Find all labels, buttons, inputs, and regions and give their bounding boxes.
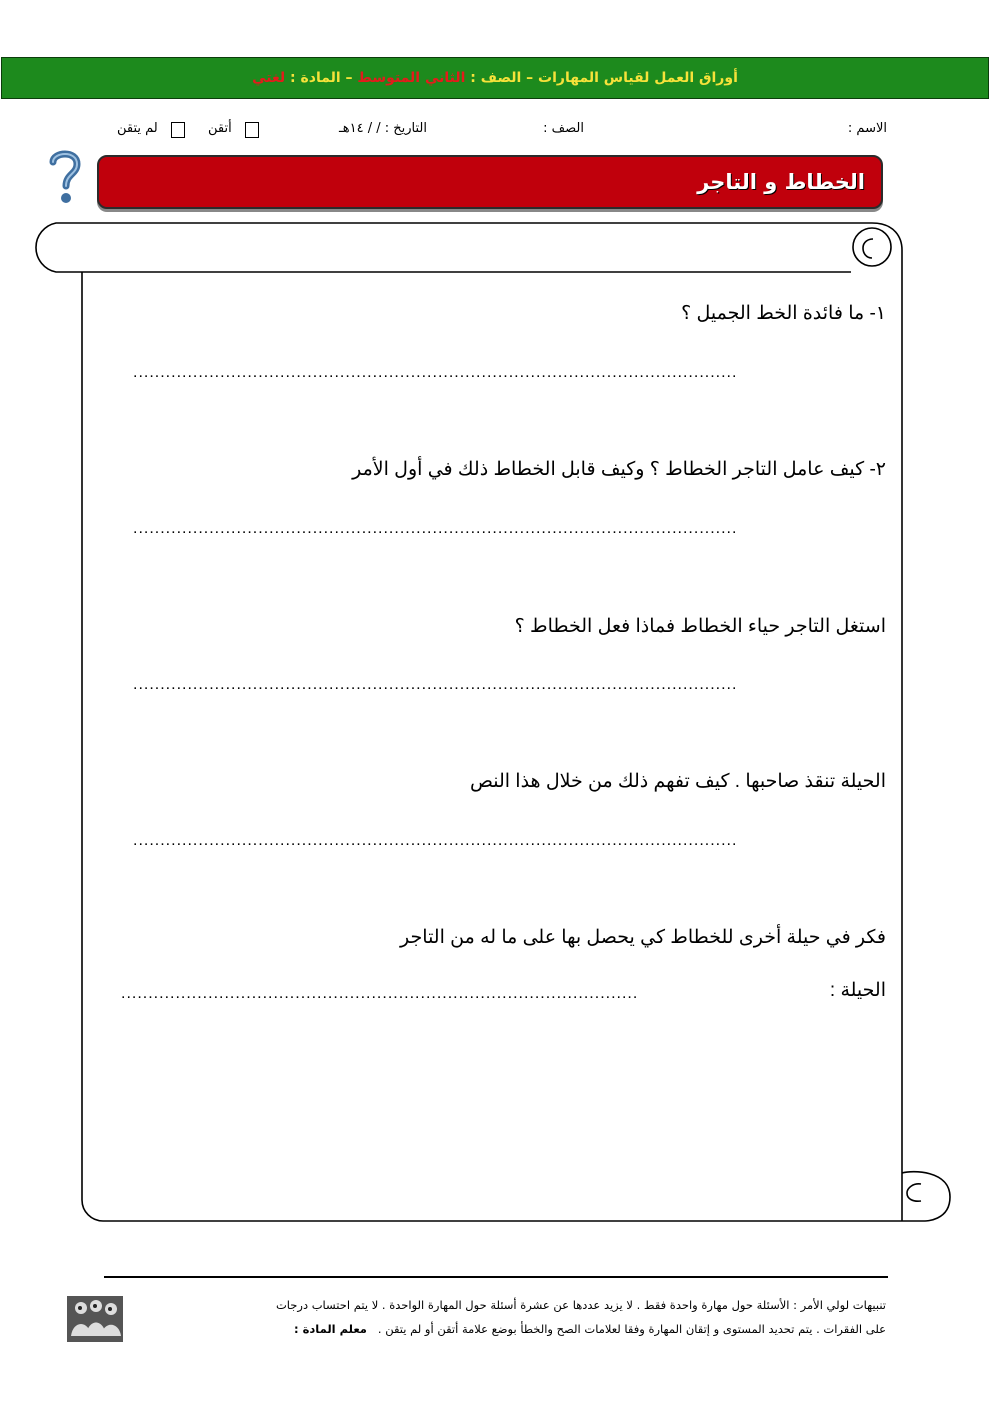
question-2: ٢- كيف عامل التاجر الخطاط ؟ وكيف قابل الخطاط ذلك في أول الأمر bbox=[352, 459, 886, 480]
footer-notice-text: على الفقرات . يتم تحديد المستوى و إتقان المهارة وفقا لعلامات الصح والخطأ بوضع علامة أتقن أو لم يتقن . bbox=[377, 1322, 886, 1336]
date-label: التاريخ : / / ١٤هـ bbox=[338, 121, 427, 136]
answer-line-2[interactable]: ............................................................................................................... bbox=[133, 520, 738, 537]
question-3: استغل التاجر حياء الخطاط فماذا فعل الخطاط ؟ bbox=[514, 616, 886, 637]
name-label: الاسم : bbox=[847, 121, 887, 136]
decorative-logo-icon bbox=[67, 1296, 123, 1342]
header-subject: لغتي bbox=[252, 70, 286, 86]
worksheet-title: الخطاط و التاجر bbox=[697, 170, 865, 194]
mastered-label: أتقن bbox=[208, 121, 232, 136]
teacher-label: معلم المادة : bbox=[294, 1322, 367, 1336]
answer-line-1[interactable]: ............................................................................................................... bbox=[133, 364, 738, 381]
question-4: الحيلة تنقذ صاحبها . كيف تفهم ذلك من خلال هذا النص bbox=[469, 771, 886, 792]
header-prefix: أوراق العمل لقياس المهارات – الصف : bbox=[465, 70, 738, 86]
header-subject-label: – المادة : bbox=[285, 70, 358, 86]
answer-line-5[interactable]: ............................................................................................... bbox=[121, 985, 639, 1002]
question-1: ١- ما فائدة الخط الجميل ؟ bbox=[681, 303, 886, 324]
class-label: الصف : bbox=[543, 121, 584, 136]
footer-notice-line-2 bbox=[294, 1322, 886, 1336]
footer-notice-line-1: تنبيهات لولي الأمر : الأسئلة حول مهارة واحدة فقط . لا يزيد عددها عن عشرة أسئلة حول المهارة الواحدة . لا يتم احتساب درجات bbox=[275, 1298, 886, 1312]
answer-line-4[interactable]: ............................................................................................................... bbox=[133, 832, 738, 849]
footer-divider bbox=[104, 1276, 888, 1278]
header-grade: الثاني المتوسط bbox=[357, 70, 466, 86]
answer-line-3[interactable]: ............................................................................................................... bbox=[133, 676, 738, 693]
question-5: فكر في حيلة أخرى للخطاط كي يحصل بها على ما له من التاجر bbox=[400, 927, 886, 948]
answer-label-5: الحيلة : bbox=[829, 980, 886, 1001]
not-mastered-label: لم يتقن bbox=[117, 121, 158, 136]
